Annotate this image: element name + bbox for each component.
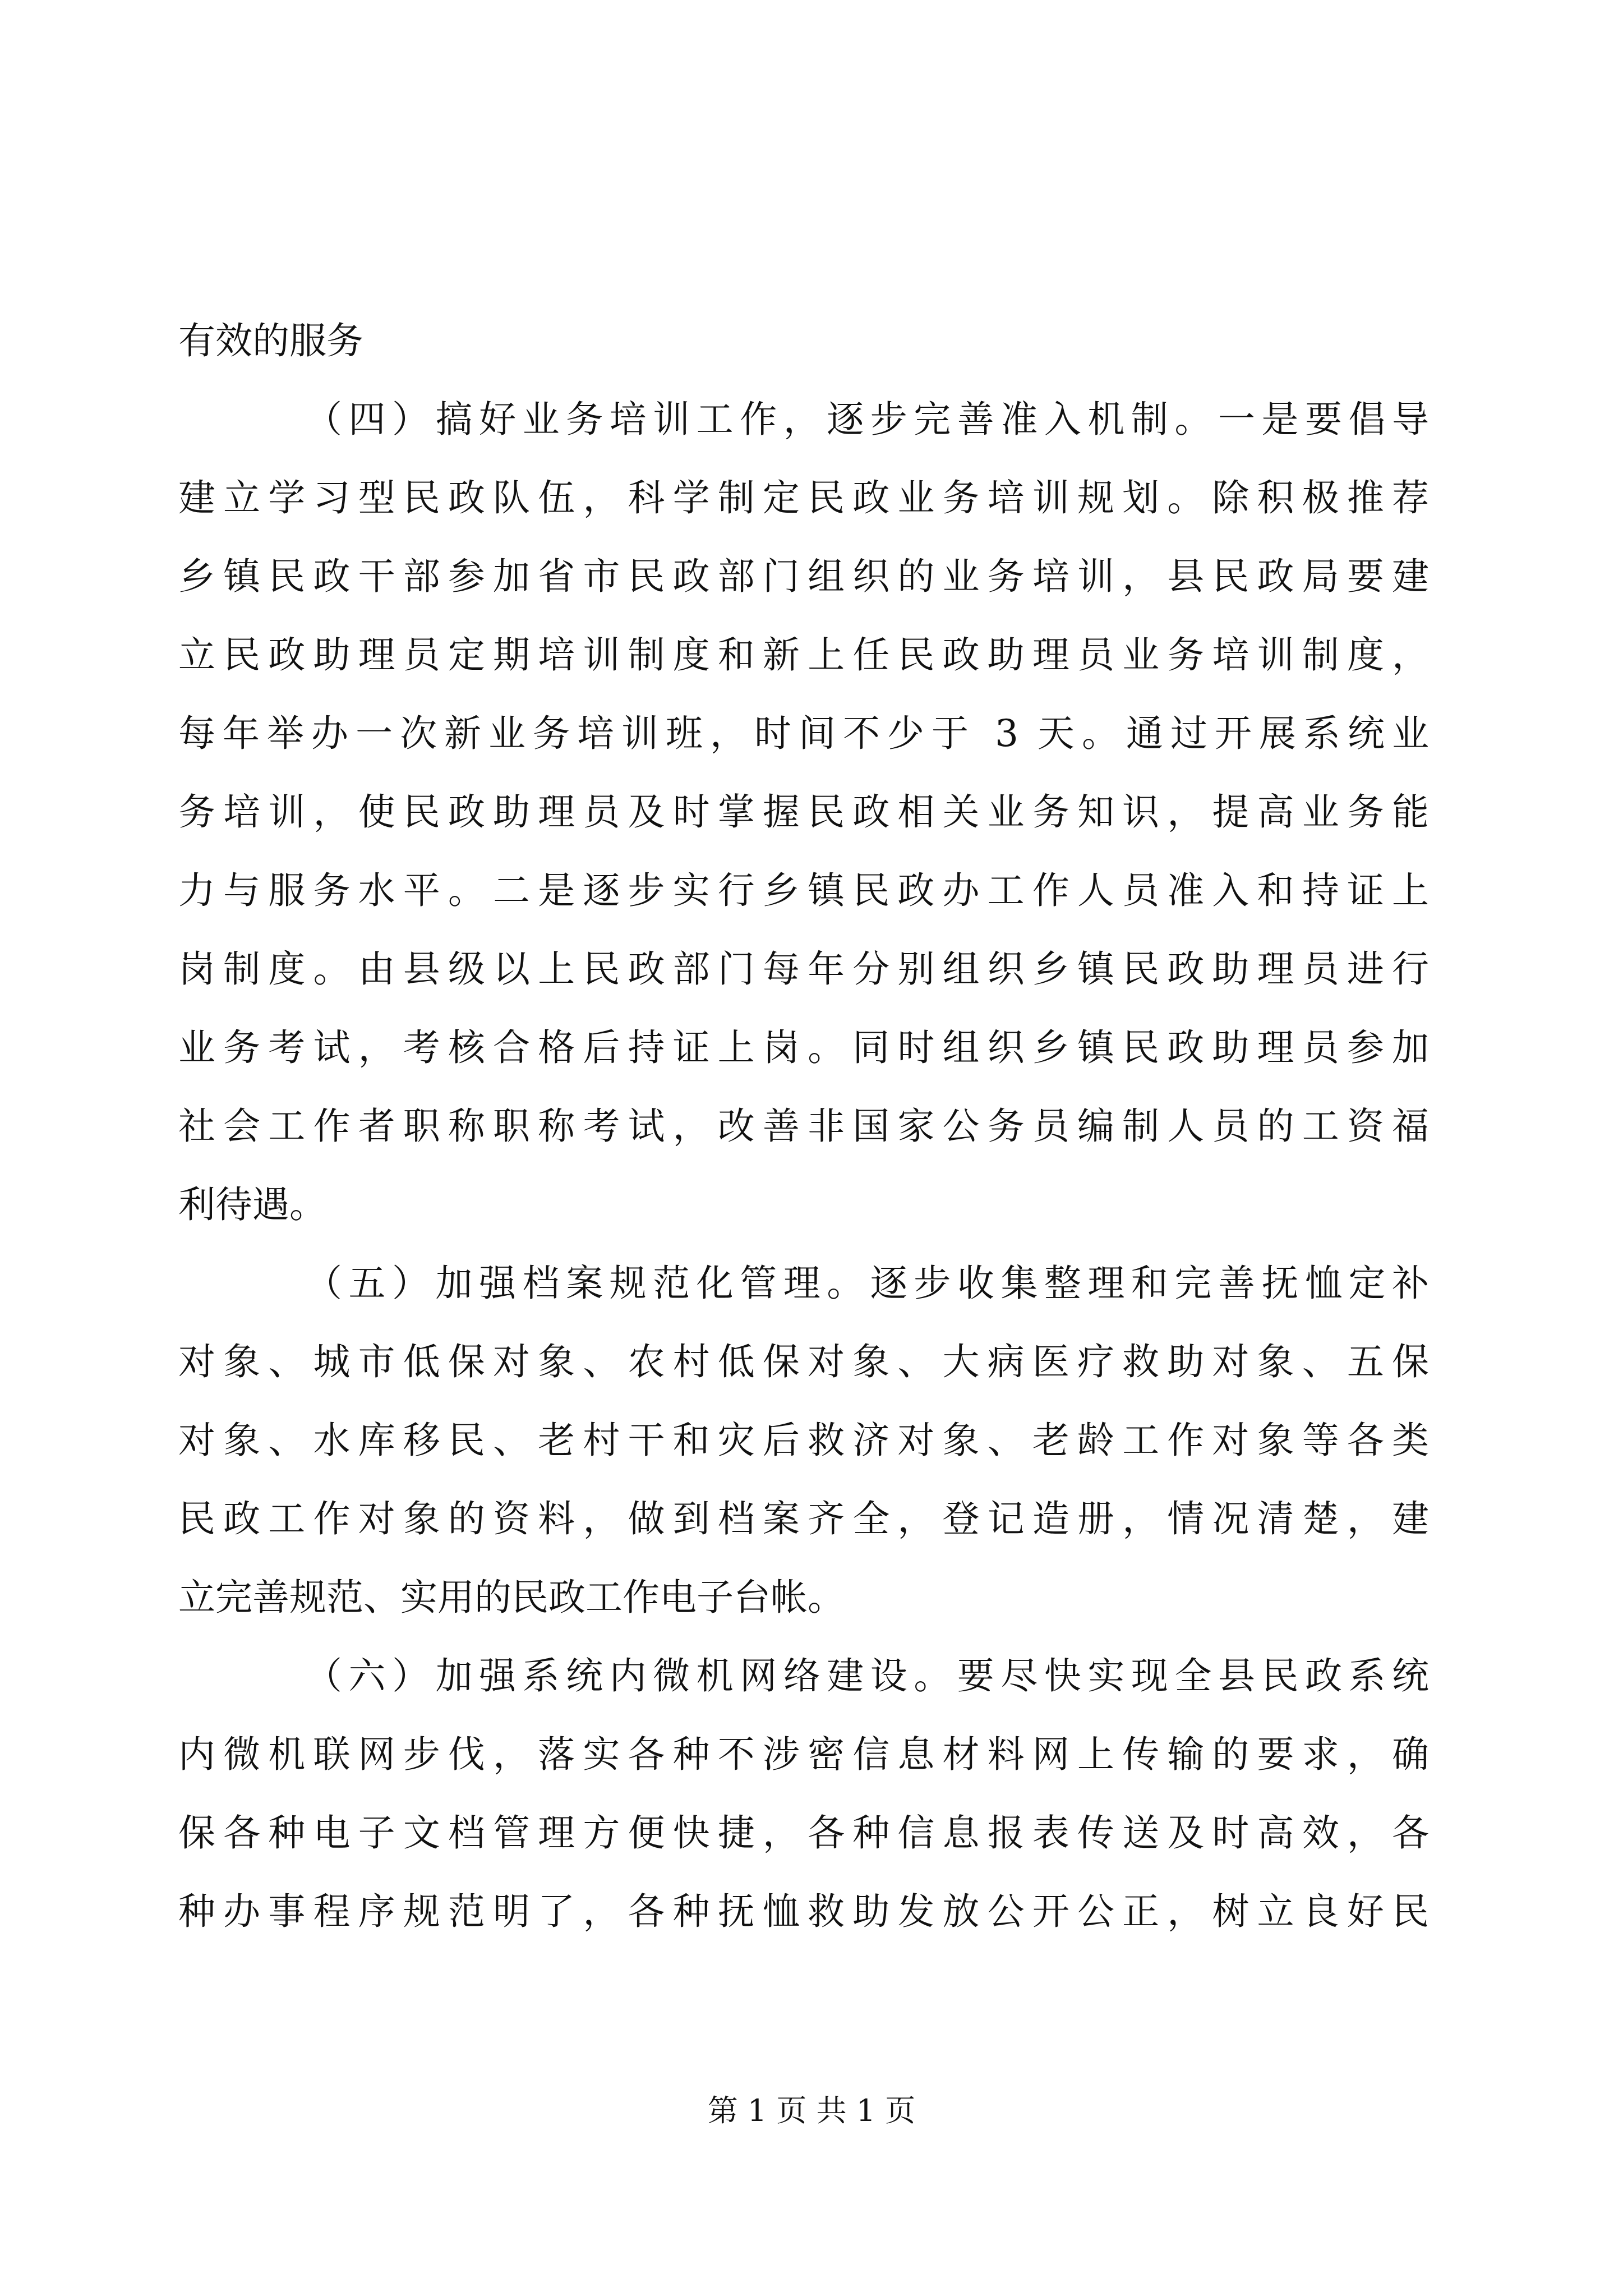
text-line: 务培训，使民政助理员及时掌握民政相关业务知识，提高业务能: [178, 790, 1429, 834]
text-line: 立完善规范、实用的民政工作电子台帐。: [178, 1576, 845, 1619]
text-line: 乡镇民政干部参加省市民政部门组织的业务培训，县民政局要建: [178, 555, 1429, 598]
text-line: 有效的服务: [178, 319, 363, 362]
text-line: 力与服务水平。二是逐步实行乡镇民政办工作人员准入和持证上: [178, 869, 1429, 912]
text-line: 种办事程序规范明了，各种抚恤救助发放公开公正，树立良好民: [178, 1890, 1429, 1933]
text-line: （四）搞好业务培训工作，逐步完善准入机制。一是要倡导: [305, 398, 1429, 441]
text-line: 对象、城市低保对象、农村低保对象、大病医疗救助对象、五保: [178, 1340, 1429, 1383]
text-line: （六）加强系统内微机网络建设。要尽快实现全县民政系统: [305, 1654, 1429, 1697]
text-line: 立民政助理员定期培训制度和新上任民政助理员业务培训制度，: [178, 633, 1429, 677]
text-line: 岗制度。由县级以上民政部门每年分别组织乡镇民政助理员进行: [178, 947, 1429, 991]
document-body: [178, 302, 1429, 1951]
text-line: （五）加强档案规范化管理。逐步收集整理和完善抚恤定补: [305, 1262, 1429, 1305]
page-footer: 第 1 页 共 1 页: [707, 2093, 916, 2128]
text-line: 利待遇。: [178, 1183, 326, 1226]
text-line: 对象、水库移民、老村干和灾后救济对象、老龄工作对象等各类: [178, 1419, 1429, 1462]
text-line: 建立学习型民政队伍，科学制定民政业务培训规划。除积极推荐: [178, 476, 1429, 519]
text-line: 内微机联网步伐，落实各种不涉密信息材料网上传输的要求，确: [178, 1733, 1429, 1776]
text-line: 业务考试，考核合格后持证上岗。同时组织乡镇民政助理员参加: [178, 1026, 1429, 1069]
text-line: 社会工作者职称职称考试，改善非国家公务员编制人员的工资福: [178, 1105, 1429, 1148]
text-line: 保各种电子文档管理方便快捷，各种信息报表传送及时高效，各: [178, 1811, 1429, 1855]
text-line: 每年举办一次新业务培训班，时间不少于 3 天。通过开展系统业: [178, 712, 1429, 755]
text-line: 民政工作对象的资料，做到档案齐全，登记造册，情况清楚，建: [178, 1497, 1429, 1540]
